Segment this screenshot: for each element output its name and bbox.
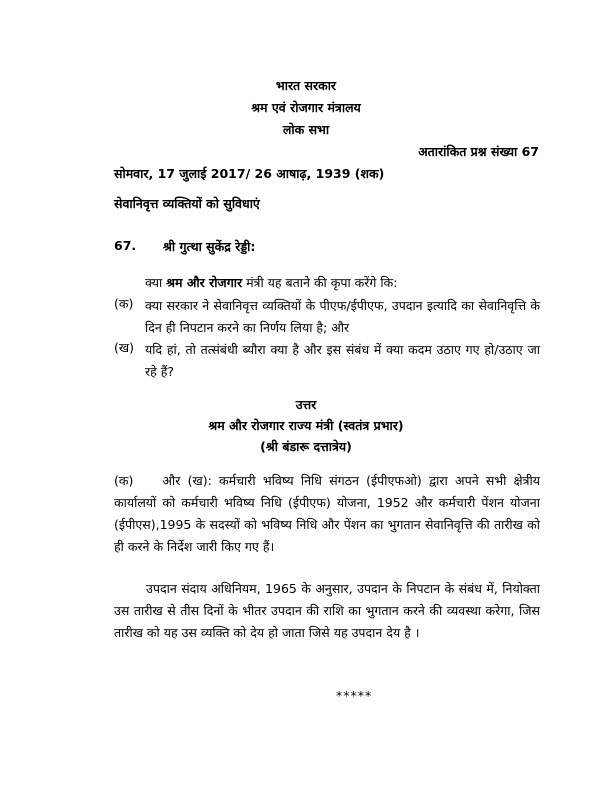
ministry-heading: श्रम एवं रोजगार मंत्रालय	[251, 100, 361, 115]
question-number: 67.	[114, 238, 137, 253]
question-intro-pre: क्या	[145, 275, 167, 290]
house-heading: लोक सभा	[282, 122, 330, 137]
question-number-label: अतारांकित प्रश्न संख्या 67	[418, 144, 539, 159]
question-intro-ministry: श्रम और रोजगार	[166, 275, 243, 290]
answer-paragraph-1: (क) और (ख): कर्मचारी भविष्य निधि संगठन (ईपीएफओ) द्वारा अपने सभी क्षेत्रीय कार्यालयों को कर्मचारी भविष्य निधि (ईपीएफ) योजना, 1952 और कर्मचारी पेंशन योजना (ईपीएस),1995 के सदस्यों को भविष्य निधि और पेंशन का भुगतान सेवानिवृत्ति की तारीख को ही करने के निर्देश जारी किए गए हैं।	[114, 473, 544, 554]
subject-title: सेवानिवृत्त व्यक्तियों को सुविधाएं	[114, 196, 260, 211]
part-b-marker: (ख)	[114, 340, 134, 355]
date-line: सोमवार, 17 जुलाई 2017/ 26 आषाढ़, 1939 (शक)	[114, 166, 385, 181]
member-name: श्री गुत्था सुकेंद्र रेड्डी:	[163, 239, 256, 254]
minister-title: श्रम और रोजगार राज्य मंत्री (स्वतंत्र प्रभार)	[208, 418, 404, 433]
question-intro-post: मंत्री यह बताने की कृपा करेंगे कि:	[242, 275, 398, 290]
answer-paragraph-2: उपदान संदाय अधिनियम, 1965 के अनुसार, उपदान के निपटान के संबंध में, नियोक्ता उस तारीख से तीस दिनों के भीतर उपदान की राशि का भुगतान करने की व्यवस्था करेगा, जिस तारीख को यह उस व्यक्ति को देय हो जाता जिसे यह उपदान देय है ।	[114, 581, 540, 640]
answer-heading: उत्तर	[295, 397, 317, 412]
part-a-marker: (क)	[114, 296, 134, 311]
minister-name: (श्री बंडारू दत्तात्रेय)	[260, 439, 352, 454]
govt-heading: भारत सरकार	[275, 78, 337, 93]
part-a-text: क्या सरकार ने सेवानिवृत्त व्यक्तियों के पीएफ/ईपीएफ, उपदान इत्यादि का सेवानिवृत्ति के दिन ही निपटान करने का निर्णय लिया है; और	[145, 298, 540, 335]
end-marker: *****	[336, 688, 373, 703]
question-intro	[145, 274, 397, 291]
part-b-text: यदि हां, तो तत्संबंधी ब्यौरा क्या है और इस संबंध में क्या कदम उठाए गए हो/उठाए जा रहे हैं?	[145, 342, 540, 379]
